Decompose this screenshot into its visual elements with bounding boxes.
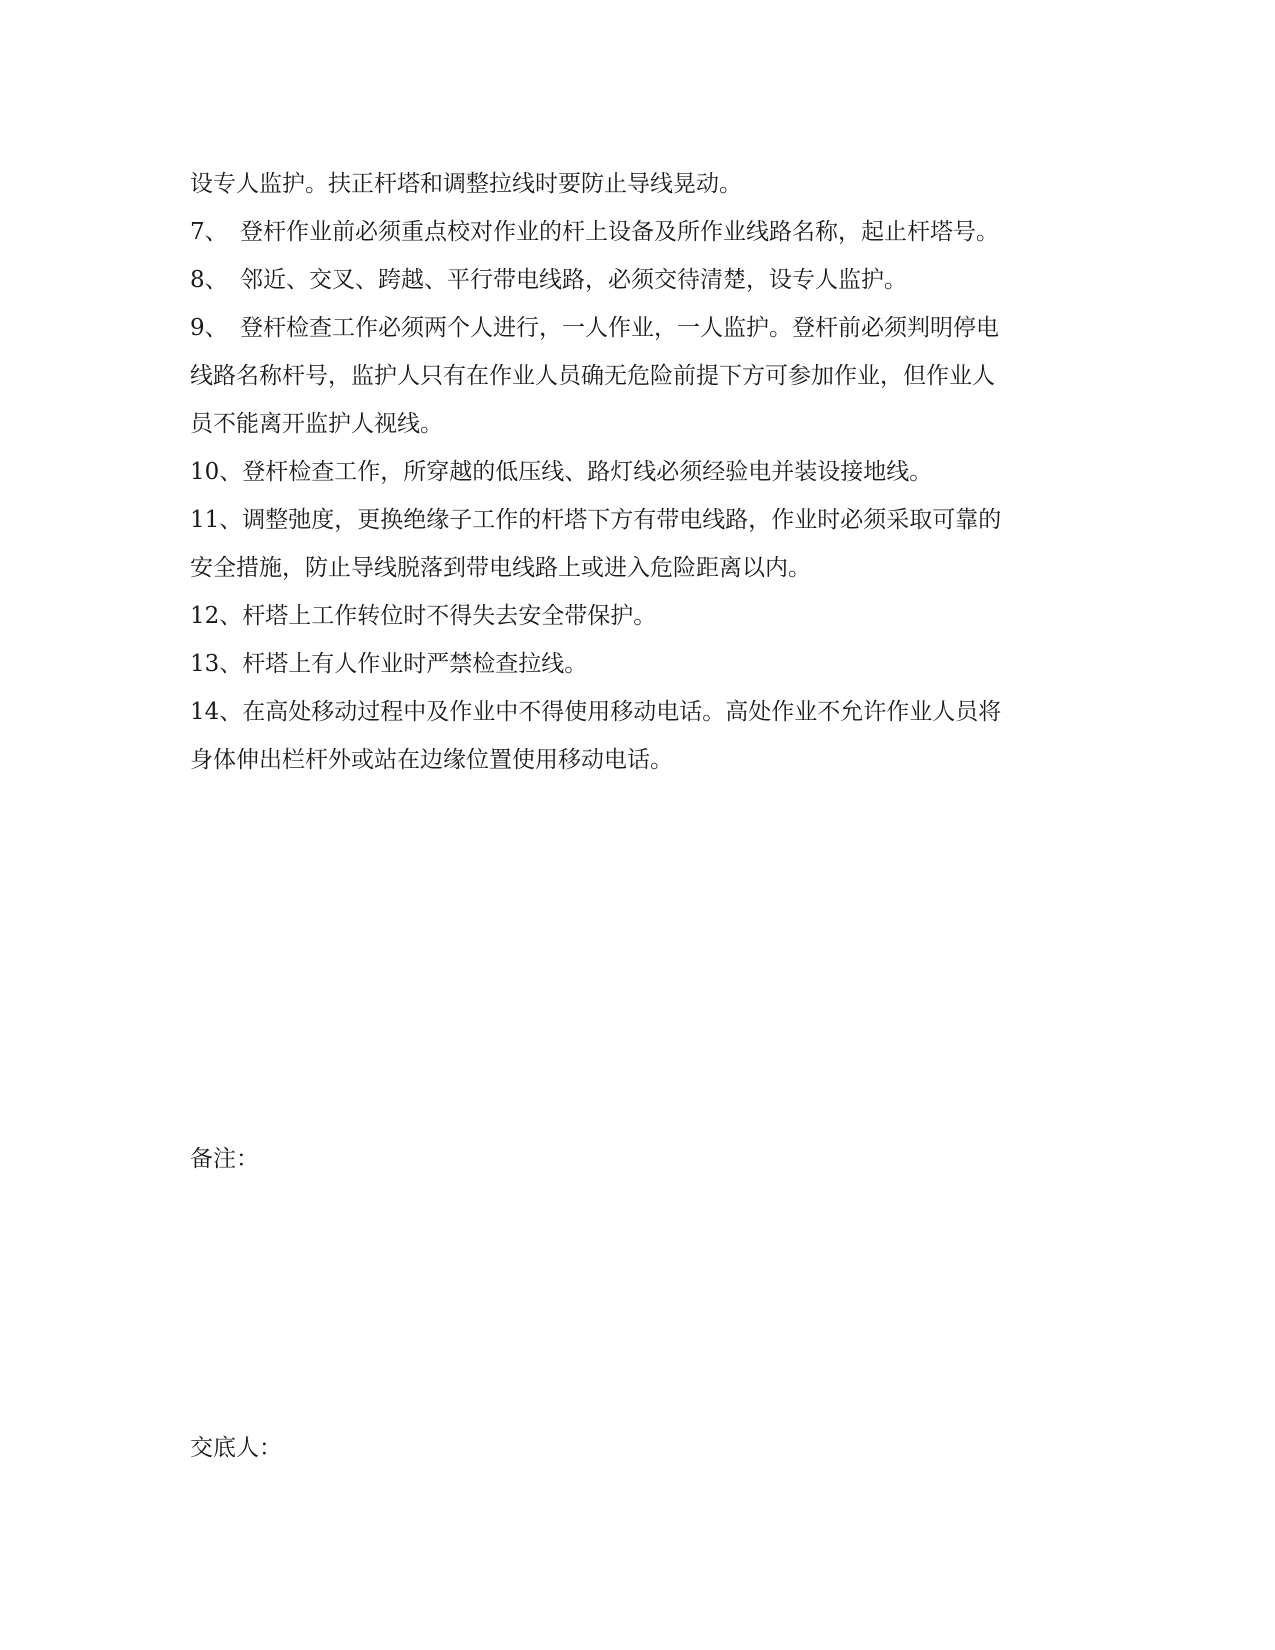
rule-item-12: [190, 592, 1070, 640]
rule-text: 登杆作业前必须重点校对作业的杆上设备及所作业线路名称，起止杆塔号。: [240, 219, 999, 245]
rule-number: 12、: [190, 603, 243, 629]
rule-item-13: [190, 640, 1070, 688]
rule-text: 杆塔上工作转位时不得失去安全带保护。: [242, 603, 657, 629]
rule-text: 邻近、交叉、跨越、平行带电线路，必须交待清楚，设专人监护。: [240, 267, 907, 293]
rule-item-7: [190, 208, 1070, 256]
rule-item-14: [190, 688, 1070, 784]
rule-number: 11、: [190, 507, 243, 533]
rule-text-continued: 安全措施，防止导线脱落到带电线路上或进入危险距离以内。: [190, 555, 811, 581]
rule-number: 8、: [190, 267, 228, 293]
rule-item-8: [190, 256, 1070, 304]
rule-item-9: [190, 304, 1070, 448]
continuation-line: 设专人监护。扶正杆塔和调整拉线时要防止导线晃动。: [190, 171, 742, 197]
rule-number: 13、: [190, 651, 243, 677]
rule-text: 登杆检查工作必须两个人进行，一人作业，一人监护。登杆前必须判明停电: [240, 315, 999, 341]
rule-text: 杆塔上有人作业时严禁检查拉线。: [242, 651, 588, 677]
rule-text-continued: 线路名称杆号，监护人只有在作业人员确无危险前提下方可参加作业，但作业人: [190, 363, 995, 389]
rule-text: 调整弛度，更换绝缘子工作的杆塔下方有带电线路，作业时必须采取可靠的: [242, 507, 1002, 533]
rule-number: 10、: [190, 459, 243, 485]
rule-text: 登杆检查工作，所穿越的低压线、路灯线必须经验电并装设接地线。: [242, 459, 933, 485]
rule-number: 9、: [190, 315, 228, 341]
signer-label: 交底人：: [190, 1435, 282, 1461]
safety-rules-text: [190, 160, 1070, 784]
rule-text: 在高处移动过程中及作业中不得使用移动电话。高处作业不允许作业人员将: [242, 699, 1002, 725]
rule-number: 14、: [190, 699, 243, 725]
rule-number: 7、: [190, 219, 228, 245]
rule-text-continued: 身体伸出栏杆外或站在边缘位置使用移动电话。: [190, 747, 673, 773]
rule-item-10: [190, 448, 1070, 496]
rule-text-continued: 员不能离开监护人视线。: [190, 411, 443, 437]
remarks-label: 备注：: [190, 1146, 259, 1172]
rule-item-11: [190, 496, 1070, 592]
